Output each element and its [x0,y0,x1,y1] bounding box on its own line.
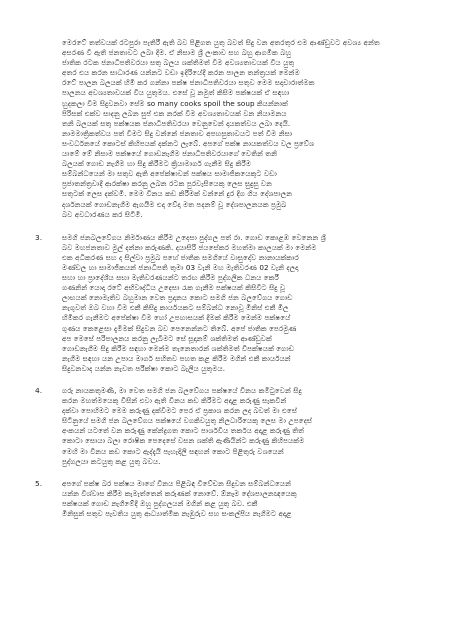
text-line: පාලනය අවශ්‍යතාවයක් විය යුතුමය. එසේ වූ නමුත් කිසිම පක්ෂයක් ඒ සඳහා [62,88,290,98]
text-line: ජාතික රටක ජනාධිපතිවරයා සතු බලය ශක්තිමත් වීම අවශ්‍යතාවයක් විය යුතු [62,58,295,68]
text-line: දක්වා පොහිමට මෙම කරුණු දක්වීමට පෙර ඒ ප්‍රකාශ කරන ලද බවත් මා එසේ [62,406,298,416]
intro-paragraph [62,38,394,220]
paragraph-number: 3. [35,232,43,242]
text-line: මිනිසුන් සතුව පැවතිය යුතු ආධ්‍යාත්මික නැඹුරුව සහ සංකල්පීය නැගීමට අදාළ [62,509,292,519]
text-line: සමගි ජනබලවේගය නිර්මාණය කිරීම උදෙසා පුද්ගල පත් රා. ගොඩ කොළඹ වෙනෙන ශ්‍රී [62,232,326,242]
text-line: නාමමාත්‍රිකත්වය පත් වීමට සිදු වන්නේ ජනතාව අපහසුතාවයට පත් වීම නිසා [62,128,293,138]
text-line: හුදකලා වීම සිදුවනවා සේම so many cooks spoil the soup කියන්නාක් [62,98,289,108]
numbered-paragraph-3 [35,232,394,374]
text-line: පක්ෂයක් ගොඩ නැගීමේදී ඔහු පුද්ගලයන් මගින් කළ යුතු බව. එකී [62,498,258,508]
text-line: ගරු නායකතුමණි, මා වෙත සමගි ජන බලවේගය පක්ෂයේ විනය කමිටුවෙන් සිදු [62,386,302,395]
text-line: සිදුවනවාද යන්න නැවත පරීක්ෂා කොට බැලිය යුතුමය. [62,363,226,373]
text-line: සහා හා ප්‍රාදේශීය සභා මැතිවරණයන්ට තරඟ කිරීම පුද්ගලික ධනය කෙරී [62,273,279,283]
text-line: තනි බලයක් සතු පක්ෂයක ජනාධිපතිවරයා වෙනුවෙන් දායකත්වය ලබා දෙයි. [62,118,291,128]
text-line: ලාභයක් නොමැතිව බහුමාන වෙත ප්‍රදානය කොට සමගි ජන බලවේගය ගොඩ [62,293,293,303]
text-line: එක අධිකරණ සහ ද සිල්වා ප්‍රමුඛ පහේ ජාතික සමගියේ වාසුදේව නානායක්කාර [62,252,299,262]
text-line: යන්න විශ්වාස කිරීම කැමැත්තෙන් කරුණක් නොවේ. ඕනෑම දේශපාලනඥයෙකු [62,488,297,498]
text-line: අප මෙසේ පරිපාලනය කරනු ලැබීමට සේ සූදානම් ශක්තිමත් ආණ්ඩුවක් [62,333,272,343]
text-line: බලයක් ගොඩ නැගීම හා සිදු කිරීමට ක්‍රියාමාර්ග ගැනීම සිදු කිරීම [62,159,252,169]
text-line: අපගේ පක්ෂ බර පක්ෂය මාගේ විනය පිළිබඳ විවේචන සිදුවන සම්බන්ධයෙන් [62,478,291,488]
text-line: ගුණය කෙළෙසා දැමීමක් සිදුවන බව පෙනෙන්නට තිබේ. අපේ ජාතික පෙරමුණ [62,323,297,333]
text-line: මෙරටේ තත්වයක් රටපුරා පැතිරී ඇති බව පිළිගත යුතු බවත් සිදු වන අතරතුර එම ආණ්ඩුවට අවශ්‍ය අන්ත [62,38,380,47]
paragraph-number: 5. [35,478,43,488]
text-line: නැගීම සඳහා යන උපාය මාර්ග සහිතව පහත කළ කිරීම මගින් එකී කාර්යයන් [62,353,291,363]
text-line: අතර එය කරන සාධාරණ යන්නට වඩා ඉදිරියේදී කරන පාලන තන්ත්‍රයක් මෙන්ම [62,68,300,78]
text-line: අංකයන් යටතේ වන කරුණු කේන්ද්‍රගත කොට පාර්ශවීය තර්කය අදාළ කරුණු තිත් [62,426,305,436]
text-line: සම්බන්ධයෙන් මා සතුව ඇති අපේක්ෂාවන් පක්ෂය සාමාජිකයෙකුට වඩා [62,169,277,179]
text-line: මෙහි මා විනය කඩ කොට ඇද්දැයි පැහැදිලි සඳහන් කොට පිළිතුරු වශයෙන් [62,446,284,456]
text-line: බව මහජනතාව මුල් දන්නා කරුණකි. දයාසිරි ජයසේකර මහත්මා කාලයක් මා මෙන්ම [62,242,317,252]
text-line: ගණනින් යොදා රටේ අභිවෘද්ධිය උදෙසා රැක ගැනීම පක්ෂයක් කිසිවිට සිදු වූ [62,283,286,293]
text-line: පිරිසක් එක්ව සාදනු ලබන සුප් එක නරක් වීම අවශ්‍යතාවයක් වන නියාමනය [62,108,287,118]
text-line: දර්ශනයක් ගොඩනැගීම ඇගයීම එදා වේදා මත පදනම් වූ දේශපාලනයක ප්‍රමුඛ [62,199,287,209]
text-line: ප්‍රජාතන්ත්‍රවාදී ආරක්ෂා කරනු ලබන රටක පුරවැසියෙකු ලෙස සුදුසු වන [62,179,273,189]
text-line: නැගුවත් ඔබ වහා වීම එකී කිසිදු කාර්යයකට සම්බන්ධ නොවූ මිනිස් එකී මිල [62,303,289,313]
text-line: යාමේ මේ නිසාම පක්ෂයේ ගොඩනැගීම ජනාධිපතිවරයාගේ වෙතින් තනි [62,149,278,159]
text-line: කරන මහත්මයෙකු විසින් එවා ඇති විනය කඩ කිරීමට අදාළ කරුණු සැකවින් [62,396,287,406]
text-line: මණ්ඩල හා සාමාජිකයන් ජනාධිපති තුමා 03 වැනි මහ මැතිවරණ 02 වැනි දලදා [62,262,299,272]
paragraph-number: 4. [35,386,43,395]
text-line: හිමිකර ගැනීමට අපේක්ෂා වීම හෝ උපහාසයක් දීමක් කිරීම මෙන්ම පක්ෂයේ [62,313,291,323]
text-line: ගොඩනැගීම සිදු කිරීම සඳහා මෙන්ම තැනෙතාරන් ශක්තිමත් විපක්ෂයක් ගොඩ [62,343,295,353]
text-line: සිටිනුයේ සමගි ජන බලවේගය පක්ෂයේ වගකිවයුතු නිලධාරියෙකු ලෙස මා උපදෙස් [62,416,313,426]
text-line: බව අවධාරණය කර සිටිමි. [62,209,143,219]
numbered-paragraph-4 [35,386,394,467]
text-line: පුද්ගලයා කටයුතු කළ යුතු බවය. [62,456,161,466]
numbered-paragraph-5 [35,478,394,519]
text-line: රටේ පාලන බලයක් හිමි කර ගන්නා පක්ෂ ජනාධිපතිවරයා සතුව මෙම සදාචාරාත්මක [62,78,315,88]
text-line: අසරණ වී ඇති ජනතාවට ලබා දීම. ඒ නිසාම ශ්‍රී ලංකාව සහ බහු ආගමික බහු [62,48,292,58]
text-line: සංවර්ධනයේ කොටස් කිහිපයක් දක්නට ලැබේ. අපගේ පක්ෂ නායකත්වය වල ප්‍රවේශ [62,138,315,148]
text-line: සතුටක් ලෙස දක්වමි. මෙම විනය කඩ කිරීමක් වන්නේ දුර දිග ගිය දේශපාලන [62,189,293,199]
text-line: කොටා සොයා බලා රොෂික පෙදෙසේ වසන ශක්ති ඇණියින්ට කරුණු කිහිපයක්ම [62,436,305,446]
